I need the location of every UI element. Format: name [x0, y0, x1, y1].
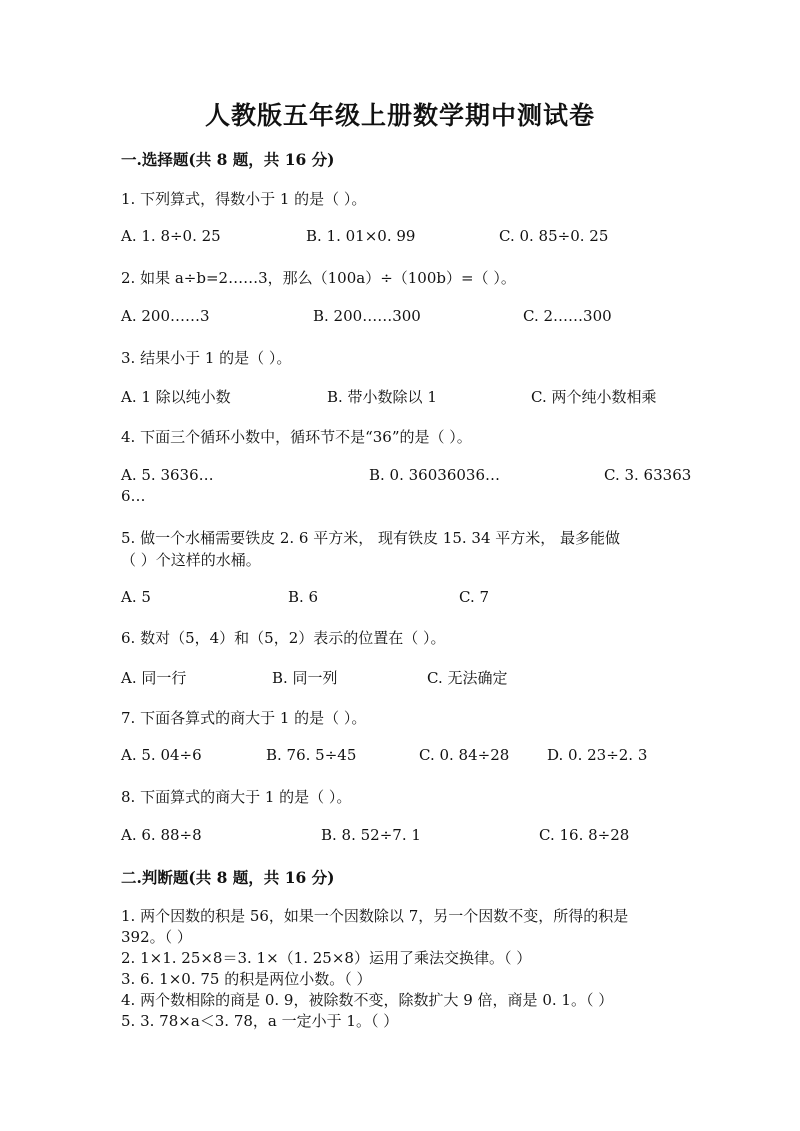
question-4-option-c-wrap: 6…: [121, 487, 146, 505]
question-7: 7. 下面各算式的商大于 1 的是（ ）。: [121, 709, 367, 727]
option-d: D. 0. 23÷2. 3: [547, 746, 648, 764]
option-c: C. 3. 63363: [604, 466, 692, 484]
section-heading-choice: 一.选择题(共 8 题，共 16 分): [121, 150, 335, 169]
question-3: 3. 结果小于 1 的是（ ）。: [121, 349, 292, 367]
question-5: 5. 做一个水桶需要铁皮 2. 6 平方米， 现有铁皮 15. 34 平方米， 最多能做: [121, 529, 621, 547]
option-c: C. 无法确定: [427, 669, 508, 687]
option-b: B. 8. 52÷7. 1: [321, 826, 421, 844]
question-8-options: [121, 826, 681, 848]
option-a: A. 5. 04÷6: [121, 746, 202, 764]
option-b: B. 同一列: [272, 669, 338, 687]
option-c: C. 16. 8÷28: [539, 826, 630, 844]
option-c: C. 0. 84÷28: [419, 746, 510, 764]
judgment-line-5: 5. 3. 78×a＜3. 78，a 一定小于 1。（ ）: [121, 1012, 399, 1030]
question-6: 6. 数对（5，4）和（5，2）表示的位置在（ ）。: [121, 629, 446, 647]
option-a: A. 6. 88÷8: [121, 826, 202, 844]
option-a: A. 1. 8÷0. 25: [121, 227, 221, 245]
question-5-continued: （ ）个这样的水桶。: [121, 551, 261, 569]
option-b: B. 带小数除以 1: [327, 388, 437, 406]
page-title: 人教版五年级上册数学期中测试卷: [204, 101, 595, 130]
option-a: A. 同一行: [121, 669, 187, 687]
option-c: C. 两个纯小数相乘: [531, 388, 657, 406]
judgment-line-2: 2. 1×1. 25×8＝3. 1×（1. 25×8）运用了乘法交换律。（ ）: [121, 949, 532, 967]
question-4: 4. 下面三个循环小数中，循环节不是“36”的是（ ）。: [121, 428, 472, 446]
option-c: C. 0. 85÷0. 25: [499, 227, 609, 245]
option-a: A. 5: [121, 588, 151, 606]
section-heading-judgment: 二.判断题(共 8 题，共 16 分): [121, 868, 335, 887]
question-8: 8. 下面算式的商大于 1 的是（ ）。: [121, 788, 352, 806]
judgment-line-1-continued: 392。（ ）: [121, 928, 192, 946]
option-b: B. 76. 5÷45: [266, 746, 357, 764]
option-c: C. 7: [459, 588, 490, 606]
option-b: B. 0. 36036036…: [369, 466, 500, 484]
question-6-options: [121, 667, 681, 689]
judgment-line-1: 1. 两个因数的积是 56，如果一个因数除以 7，另一个因数不变，所得的积是: [121, 907, 629, 925]
question-1-options: [121, 227, 681, 249]
option-b: B. 1. 01×0. 99: [306, 227, 416, 245]
option-a: A. 5. 3636…: [121, 466, 214, 484]
option-b: B. 6: [288, 588, 319, 606]
question-1: 1. 下列算式，得数小于 1 的是（ ）。: [121, 190, 367, 208]
question-7-options: [121, 746, 681, 768]
question-2-options: [121, 307, 681, 329]
option-a: A. 200……3: [121, 307, 210, 325]
question-2: 2. 如果 a÷b=2……3，那么（100a）÷（100b）=（ ）。: [121, 269, 516, 287]
option-c: C. 2……300: [523, 307, 612, 325]
question-3-options: [121, 386, 681, 408]
question-5-options: [121, 588, 681, 610]
option-a: A. 1 除以纯小数: [121, 388, 231, 406]
judgment-line-4: 4. 两个数相除的商是 0. 9，被除数不变，除数扩大 9 倍，商是 0. 1。（ ）: [121, 991, 614, 1009]
option-b: B. 200……300: [313, 307, 421, 325]
judgment-line-3: 3. 6. 1×0. 75 的积是两位小数。（ ）: [121, 970, 372, 988]
question-4-options: [121, 466, 692, 488]
